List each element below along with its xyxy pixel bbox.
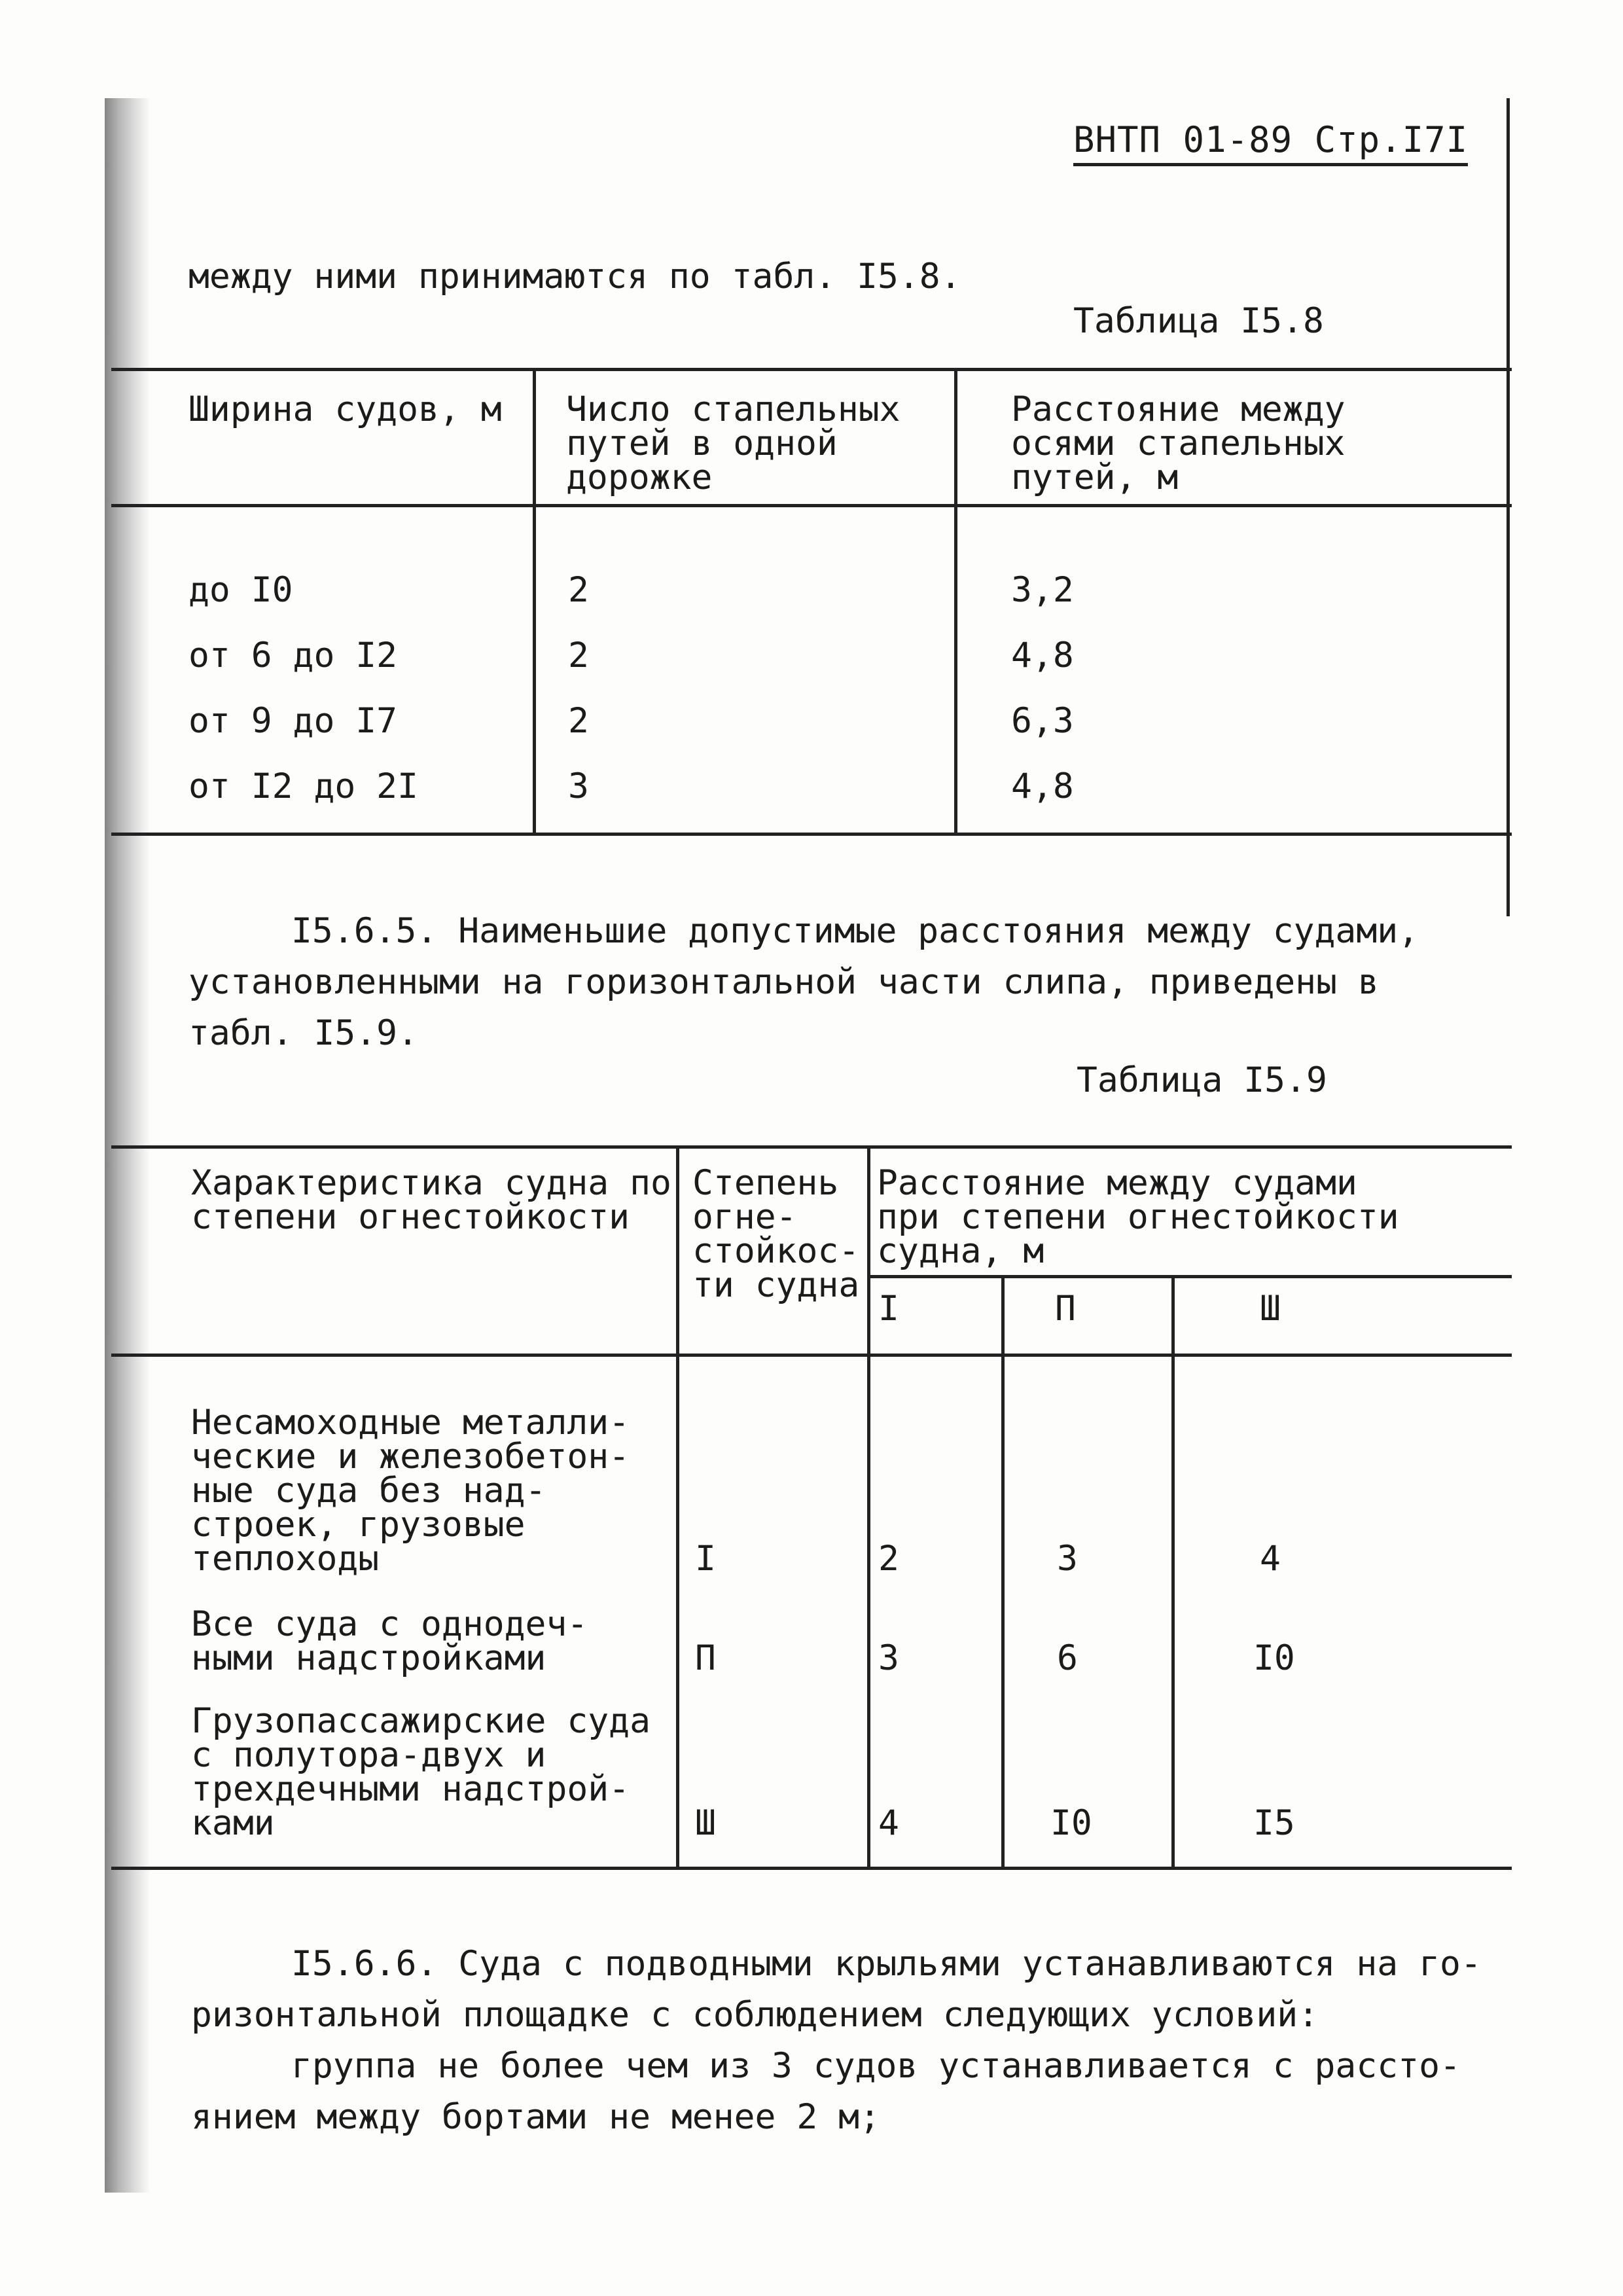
cell-width: от I2 до 2I xyxy=(188,766,418,806)
document-reference: ВНТП 01-89 Стр.I7I xyxy=(1073,119,1468,166)
paragraph-15-6-5-line: установленными на горизонтальной части слипа, приведены в xyxy=(188,962,1379,1002)
cell-distance-1: 3 xyxy=(878,1638,899,1678)
page-border-right xyxy=(1507,98,1510,916)
cell-degree: Ш xyxy=(695,1803,716,1843)
cell-tracks: 2 xyxy=(568,636,589,675)
paragraph-15-6-6-line: группа не более чем из 3 судов устанавливается с рассто- xyxy=(291,2046,1461,2086)
cell-degree: П xyxy=(695,1638,716,1678)
sub-header-degree-2: П xyxy=(1055,1289,1076,1329)
cell-distance-3: I5 xyxy=(1253,1803,1295,1843)
table-col-divider xyxy=(954,368,957,836)
table-15-8-caption: Таблица I5.8 xyxy=(1073,301,1324,341)
intro-line: между ними принимаются по табл. I5.8. xyxy=(188,257,961,296)
sub-header-degree-3: Ш xyxy=(1260,1289,1281,1329)
cell-distance-1: 4 xyxy=(878,1803,899,1843)
cell-width: до I0 xyxy=(188,570,293,610)
cell-tracks: 2 xyxy=(568,701,589,741)
column-header-tracks: Число стапельных путей в одной дорожке xyxy=(566,389,901,497)
sub-header-degree-1: I xyxy=(878,1289,899,1329)
table-rule-top xyxy=(111,1145,1512,1149)
cell-distance: 4,8 xyxy=(1011,636,1074,675)
table-col-divider xyxy=(1001,1275,1005,1870)
cell-tracks: 2 xyxy=(568,570,589,610)
column-header-distance: Расстояние между судами при степени огнестойкости судна, м xyxy=(877,1163,1399,1271)
cell-distance: 6,3 xyxy=(1011,701,1074,741)
paragraph-15-6-6-line: ризонтальной площадке с соблюдением следующих условий: xyxy=(191,1995,1319,2035)
paragraph-15-6-5-line: табл. I5.9. xyxy=(188,1013,418,1053)
cell-tracks: 3 xyxy=(568,766,589,806)
cell-width: от 9 до I7 xyxy=(188,701,398,741)
cell-distance-3: I0 xyxy=(1253,1638,1295,1678)
cell-distance: 3,2 xyxy=(1011,570,1074,610)
cell-degree: I xyxy=(695,1539,716,1579)
table-col-divider xyxy=(533,368,536,836)
table-rule-header xyxy=(111,504,1512,507)
table-col-divider xyxy=(1171,1275,1175,1870)
column-header-fire-degree: Степень огне- стойкос- ти судна xyxy=(692,1163,860,1305)
table-col-divider xyxy=(867,1145,870,1870)
cell-distance-2: I0 xyxy=(1050,1803,1092,1843)
table-rule-bottom xyxy=(111,1867,1512,1870)
cell-characteristic: Все суда с однодеч- ными надстройками xyxy=(191,1604,588,1678)
column-header-width: Ширина судов, м xyxy=(188,389,502,429)
cell-width: от 6 до I2 xyxy=(188,636,398,675)
table-col-divider xyxy=(676,1145,679,1870)
table-rule-subheader xyxy=(870,1275,1512,1278)
cell-distance-3: 4 xyxy=(1260,1539,1281,1579)
cell-characteristic: Грузопассажирские суда с полутора-двух и трехдечными надстрой- ками xyxy=(191,1701,651,1843)
paragraph-15-6-6-line: I5.6.6. Суда с подводными крыльями устанавливаются на го- xyxy=(291,1944,1482,1984)
table-rule-bottom xyxy=(111,833,1512,836)
paragraph-15-6-5-line: I5.6.5. Наименьшие допустимые расстояния между судами, xyxy=(291,911,1419,951)
cell-distance-2: 3 xyxy=(1057,1539,1078,1579)
column-header-axis-distance: Расстояние между осями стапельных путей, м xyxy=(1011,389,1346,497)
cell-distance-2: 6 xyxy=(1057,1638,1078,1678)
table-rule-header xyxy=(111,1354,1512,1357)
column-header-characteristic: Характеристика судна по степени огнестойкости xyxy=(191,1163,671,1237)
paragraph-15-6-6-line: янием между бортами не менее 2 м; xyxy=(191,2097,880,2137)
cell-distance: 4,8 xyxy=(1011,766,1074,806)
cell-characteristic: Несамоходные металли- ческие и железобетон- ные суда без над- строек, грузовые теплоходы xyxy=(191,1403,630,1579)
table-15-9-caption: Таблица I5.9 xyxy=(1077,1060,1327,1100)
cell-distance-1: 2 xyxy=(878,1539,899,1579)
table-rule-top xyxy=(111,368,1512,371)
